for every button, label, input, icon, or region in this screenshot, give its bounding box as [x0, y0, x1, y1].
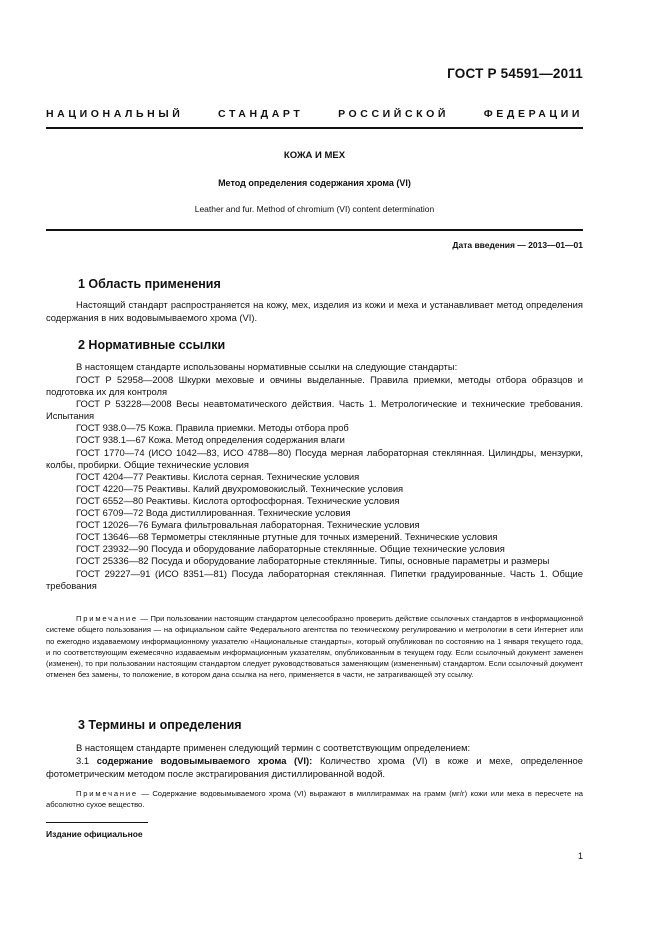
- section-3-heading: 3 Термины и определения: [78, 718, 242, 732]
- reference-item: ГОСТ 938.1—67 Кожа. Метод определения содержания влаги: [76, 434, 345, 446]
- section-2-heading: 2 Нормативные ссылки: [78, 338, 226, 352]
- reference-item: ГОСТ 29227—91 (ИСО 8351—81) Посуда лабораторная стеклянная. Пипетки градуированные. Часть 1. Общие требования: [46, 567, 583, 591]
- gost-number: ГОСТ Р 54591—2011: [447, 66, 583, 81]
- national-standard-banner: НАЦИОНАЛЬНЫЙ СТАНДАРТ РОССИЙСКОЙ ФЕДЕРАЦИИ: [46, 108, 583, 120]
- term-definition-text: Количество хрома (VI) в коже и мехе, определенное фотометрическим методом после экстрагирования дистиллированной водой.: [46, 755, 583, 779]
- normative-references-list: [46, 374, 583, 592]
- page-number: 1: [577, 851, 583, 861]
- note-text: — Содержание водовымываемого хрома (VI) выражают в миллиграммах на грамм (мг/г) кожи или меха в пересчете на абсолютно сухое вещество.: [46, 789, 583, 810]
- section-1-text: Настоящий стандарт распространяется на кожу, мех, изделия из кожи и меха и устанавливает метод определения содержания в них водовымываемого хрома (VI).: [46, 299, 583, 323]
- reference-item: ГОСТ 13646—68 Термометры стеклянные ртутные для точных измерений. Технические условия: [76, 531, 498, 543]
- official-edition-label: Издание официальное: [46, 829, 143, 839]
- reference-item: ГОСТ Р 53228—2008 Весы неавтоматического действия. Часть 1. Метрологические и технические требования. Испытания: [46, 398, 583, 422]
- reference-item: ГОСТ 938.0—75 Кожа. Правила приемки. Методы отбора проб: [76, 422, 349, 434]
- term-number: 3.1: [76, 755, 90, 766]
- section-2-note: [46, 613, 583, 681]
- reference-item: ГОСТ 25336—82 Посуда и оборудование лабораторные стеклянные. Типы, основные параметры и размеры: [76, 555, 550, 567]
- header-rule: [46, 127, 583, 129]
- reference-item: ГОСТ 23932—90 Посуда и оборудование лабораторные стеклянные. Общие технические условия: [76, 543, 505, 555]
- footer-rule: [46, 822, 148, 823]
- section-3-note: [46, 788, 583, 811]
- reference-item: ГОСТ 12026—76 Бумага фильтровальная лабораторная. Технические условия: [76, 519, 420, 531]
- english-title: Leather and fur. Method of chromium (VI) content determination: [194, 204, 435, 214]
- note-label: Примечание: [76, 614, 138, 623]
- reference-item: ГОСТ 6709—72 Вода дистиллированная. Технические условия: [76, 507, 351, 519]
- title-rule: [46, 229, 583, 231]
- note-text: — При пользовании настоящим стандартом целесообразно проверить действие ссылочных стандартов в информационной системе общего пользования — на официальном сайте Федерального агентства по техническому регулированию и метрологии в сети Интернет или по ежегодно издаваемому информационному указателю «Национальные стандарты», который опубликован по состоянию на 1 января текущего года, и по соответствующим ежемесячно издаваемым информационным указателям, опубликованным в текущем году. Если ссылочный документ заменен (изменен), то при пользовании настоящим стандартом следует руководствоваться заменяющим (измененным) стандартом. Если ссылочный документ отменен без замены, то положение, в котором дана ссылка на него, применяется в части, не затрагивающей эту ссылку.: [46, 614, 583, 680]
- reference-item: ГОСТ 4220—75 Реактивы. Калий двухромовокислый. Технические условия: [76, 482, 404, 494]
- reference-item: ГОСТ 4204—77 Реактивы. Кислота серная. Технические условия: [76, 470, 360, 482]
- document-title: КОЖА И МЕХ: [283, 150, 346, 161]
- section-2-intro: В настоящем стандарте использованы нормативные ссылки на следующие стандарты:: [76, 361, 458, 372]
- section-1-heading: 1 Область применения: [78, 277, 221, 291]
- section-3-intro: В настоящем стандарте применен следующий термин с соответствующим определением:: [76, 742, 471, 753]
- term-definition: [46, 755, 583, 780]
- note-label: Примечание: [76, 789, 138, 798]
- term-name: содержание водовымываемого хрома (VI):: [96, 755, 313, 766]
- reference-item: ГОСТ 1770—74 (ИСО 1042—83, ИСО 4788—80) Посуда мерная лабораторная стеклянная. Цилиндры, мензурки, колбы, пробирки. Общие технические условия: [46, 446, 583, 470]
- reference-item: ГОСТ 6552—80 Реактивы. Кислота ортофосфорная. Технические условия: [76, 494, 400, 506]
- document-subtitle: Метод определения содержания хрома (VI): [218, 178, 411, 188]
- reference-item: ГОСТ Р 52958—2008 Шкурки меховые и овчины выделанные. Правила приемки, методы отбора образцов и подготовка их для контроля: [46, 374, 583, 398]
- introduction-date: Дата введения — 2013—01—01: [452, 240, 583, 250]
